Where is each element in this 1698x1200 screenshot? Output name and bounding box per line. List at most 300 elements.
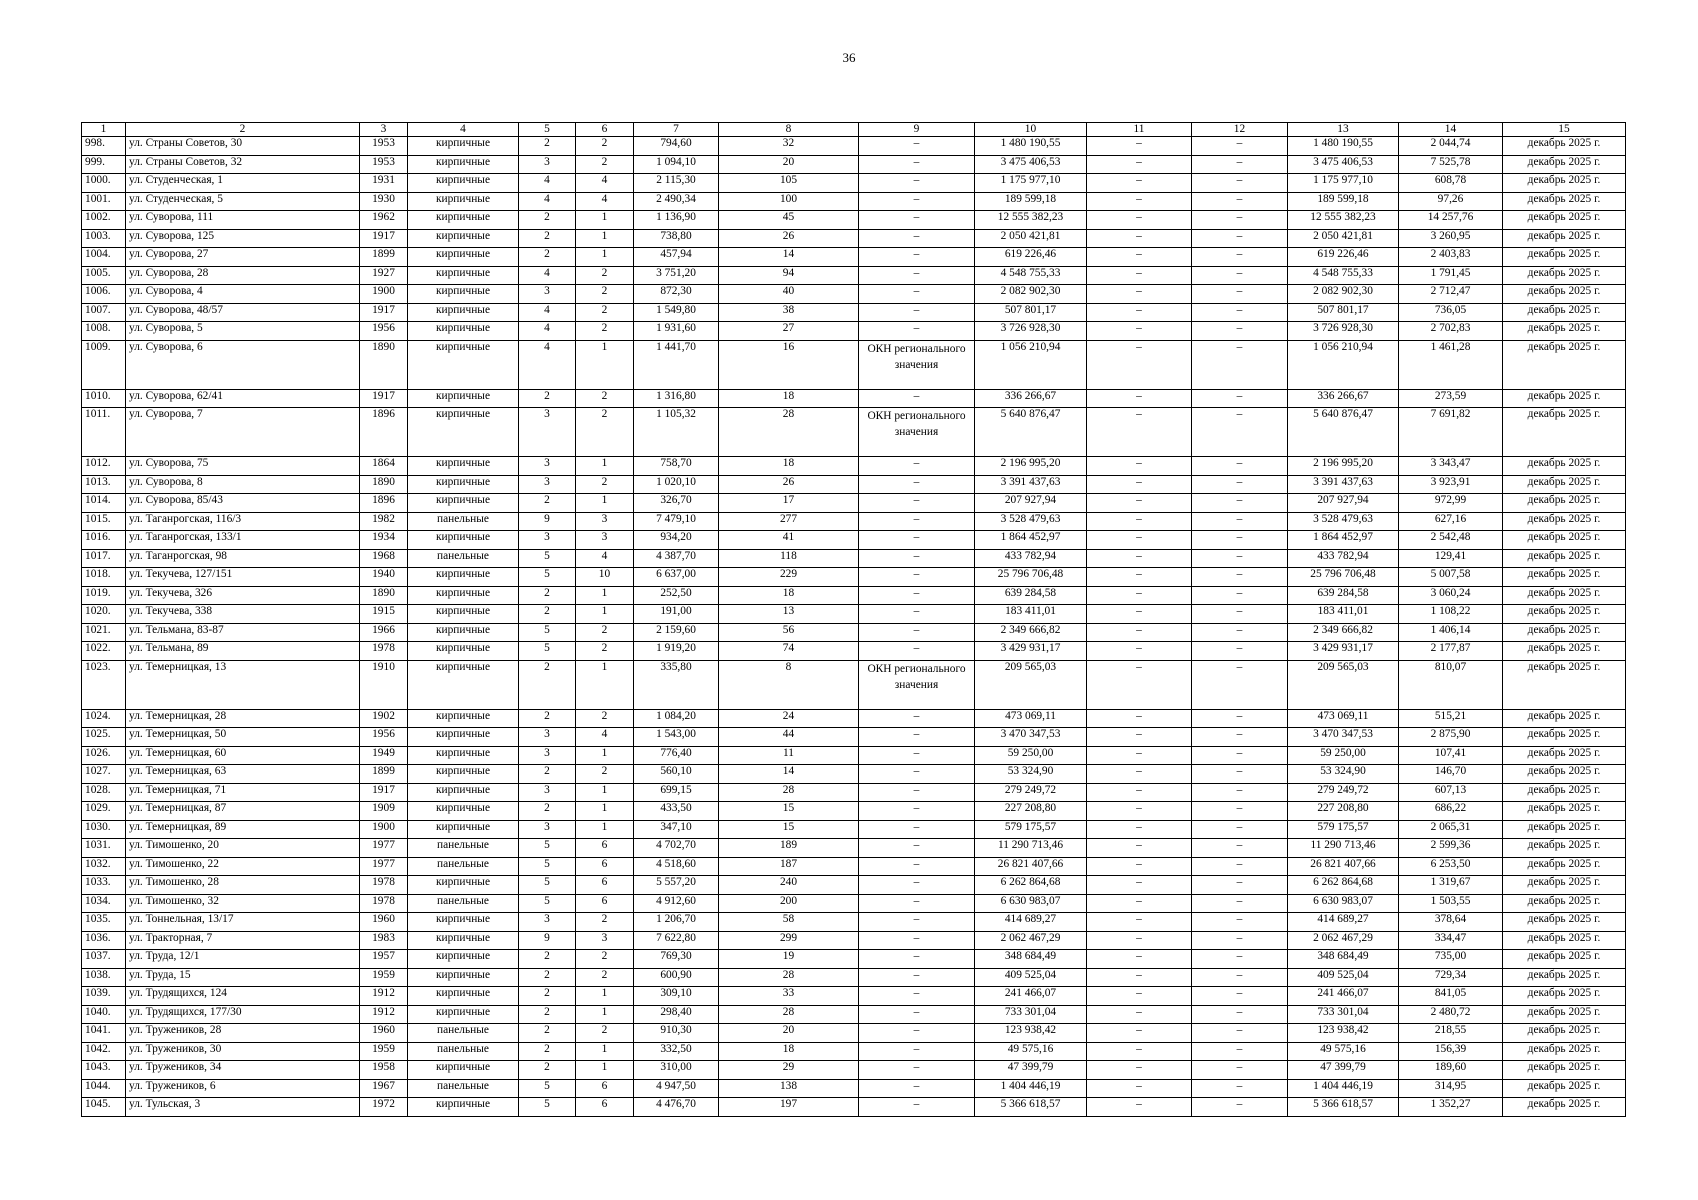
cell-row-number: 1012. <box>82 457 126 476</box>
cell-row-number: 1024. <box>82 709 126 728</box>
column-header: 5 <box>519 123 576 137</box>
cell-cost-per-sqm: 841,05 <box>1399 987 1503 1006</box>
cell-entrances: 1 <box>576 229 634 248</box>
cell-floors: 2 <box>519 586 576 605</box>
cell-cost-per-sqm: 972,99 <box>1399 494 1503 513</box>
cell-address: ул. Тружеников, 30 <box>126 1042 360 1061</box>
cell-col-11: – <box>1087 303 1192 322</box>
cell-row-number: 1035. <box>82 913 126 932</box>
cell-col-11: – <box>1087 457 1192 476</box>
cell-residents: 20 <box>719 1024 859 1043</box>
cell-cost-fund: 414 689,27 <box>1288 913 1399 932</box>
cell-row-number: 1044. <box>82 1079 126 1098</box>
cell-col-12: – <box>1192 950 1288 969</box>
cell-col-11: – <box>1087 894 1192 913</box>
table-row <box>82 765 1626 784</box>
cell-col-12: – <box>1192 746 1288 765</box>
cell-area: 4 947,50 <box>634 1079 719 1098</box>
cell-year-built: 1953 <box>360 137 408 156</box>
cell-wall-material: кирпичные <box>408 457 519 476</box>
cell-row-number: 1011. <box>82 408 126 457</box>
cell-residents: 27 <box>719 322 859 341</box>
cell-address: ул. Текучева, 127/151 <box>126 568 360 587</box>
cell-wall-material: кирпичные <box>408 211 519 230</box>
cell-deadline: декабрь 2025 г. <box>1503 839 1626 858</box>
cell-row-number: 999. <box>82 155 126 174</box>
cell-col-12: – <box>1192 340 1288 389</box>
cell-heritage-status: – <box>859 913 975 932</box>
cell-col-11: – <box>1087 174 1192 193</box>
cell-wall-material: кирпичные <box>408 174 519 193</box>
cell-residents: 94 <box>719 266 859 285</box>
cell-heritage-status: – <box>859 494 975 513</box>
cell-wall-material: панельные <box>408 512 519 531</box>
cell-floors: 3 <box>519 285 576 304</box>
table-row <box>82 820 1626 839</box>
cell-wall-material: кирпичные <box>408 642 519 661</box>
cell-col-12: – <box>1192 876 1288 895</box>
cell-cost-fund: 209 565,03 <box>1288 660 1399 709</box>
cell-cost-fund: 279 249,72 <box>1288 783 1399 802</box>
table-row <box>82 137 1626 156</box>
cell-cost-per-sqm: 97,26 <box>1399 192 1503 211</box>
cell-col-12: – <box>1192 605 1288 624</box>
cell-col-11: – <box>1087 512 1192 531</box>
cell-cost-fund: 6 630 983,07 <box>1288 894 1399 913</box>
cell-cost-per-sqm: 107,41 <box>1399 746 1503 765</box>
cell-wall-material: кирпичные <box>408 137 519 156</box>
cell-cost-per-sqm: 810,07 <box>1399 660 1503 709</box>
cell-residents: 28 <box>719 1005 859 1024</box>
cell-row-number: 1029. <box>82 802 126 821</box>
table-row <box>82 1005 1626 1024</box>
cell-deadline: декабрь 2025 г. <box>1503 340 1626 389</box>
cell-entrances: 1 <box>576 660 634 709</box>
cell-address: ул. Темерницкая, 87 <box>126 802 360 821</box>
cell-address: ул. Текучева, 326 <box>126 586 360 605</box>
cell-area: 758,70 <box>634 457 719 476</box>
cell-col-12: – <box>1192 457 1288 476</box>
cell-row-number: 1018. <box>82 568 126 587</box>
cell-cost-fund: 619 226,46 <box>1288 248 1399 267</box>
cell-address: ул. Тружеников, 28 <box>126 1024 360 1043</box>
cell-col-12: – <box>1192 728 1288 747</box>
cell-deadline: декабрь 2025 г. <box>1503 155 1626 174</box>
cell-deadline: декабрь 2025 г. <box>1503 586 1626 605</box>
column-header: 9 <box>859 123 975 137</box>
cell-year-built: 1978 <box>360 894 408 913</box>
cell-col-11: – <box>1087 389 1192 408</box>
cell-area: 4 518,60 <box>634 857 719 876</box>
cell-row-number: 1013. <box>82 475 126 494</box>
cell-address: ул. Темерницкая, 60 <box>126 746 360 765</box>
cell-residents: 11 <box>719 746 859 765</box>
cell-address: ул. Суворова, 75 <box>126 457 360 476</box>
cell-row-number: 1038. <box>82 968 126 987</box>
column-header: 4 <box>408 123 519 137</box>
cell-cost-per-sqm: 2 702,83 <box>1399 322 1503 341</box>
cell-wall-material: кирпичные <box>408 746 519 765</box>
cell-cost-per-sqm: 736,05 <box>1399 303 1503 322</box>
cell-year-built: 1960 <box>360 913 408 932</box>
cell-wall-material: кирпичные <box>408 266 519 285</box>
cell-area: 1 549,80 <box>634 303 719 322</box>
table-row <box>82 248 1626 267</box>
table-row <box>82 1098 1626 1117</box>
cell-cost-fund: 1 056 210,94 <box>1288 340 1399 389</box>
cell-entrances: 6 <box>576 1098 634 1117</box>
cell-entrances: 4 <box>576 192 634 211</box>
column-header: 2 <box>126 123 360 137</box>
cell-deadline: декабрь 2025 г. <box>1503 192 1626 211</box>
cell-deadline: декабрь 2025 г. <box>1503 709 1626 728</box>
table-row <box>82 531 1626 550</box>
cell-cost-per-sqm: 3 923,91 <box>1399 475 1503 494</box>
cell-cost-fund: 639 284,58 <box>1288 586 1399 605</box>
cell-deadline: декабрь 2025 г. <box>1503 248 1626 267</box>
cell-row-number: 1007. <box>82 303 126 322</box>
cell-year-built: 1967 <box>360 1079 408 1098</box>
cell-residents: 14 <box>719 765 859 784</box>
cell-col-11: – <box>1087 475 1192 494</box>
cell-cost-total: 2 050 421,81 <box>975 229 1087 248</box>
cell-residents: 13 <box>719 605 859 624</box>
column-header: 15 <box>1503 123 1626 137</box>
cell-cost-per-sqm: 129,41 <box>1399 549 1503 568</box>
cell-col-12: – <box>1192 568 1288 587</box>
cell-col-11: – <box>1087 1098 1192 1117</box>
table-row <box>82 340 1626 389</box>
cell-wall-material: кирпичные <box>408 586 519 605</box>
cell-cost-total: 3 391 437,63 <box>975 475 1087 494</box>
cell-address: ул. Тоннельная, 13/17 <box>126 913 360 932</box>
cell-residents: 105 <box>719 174 859 193</box>
cell-cost-fund: 2 349 666,82 <box>1288 623 1399 642</box>
cell-address: ул. Суворова, 125 <box>126 229 360 248</box>
cell-cost-per-sqm: 378,64 <box>1399 913 1503 932</box>
cell-year-built: 1982 <box>360 512 408 531</box>
cell-wall-material: кирпичные <box>408 876 519 895</box>
table-row <box>82 931 1626 950</box>
cell-address: ул. Труда, 15 <box>126 968 360 987</box>
cell-residents: 28 <box>719 408 859 457</box>
cell-col-11: – <box>1087 586 1192 605</box>
cell-address: ул. Темерницкая, 28 <box>126 709 360 728</box>
cell-entrances: 2 <box>576 642 634 661</box>
cell-heritage-status: – <box>859 1061 975 1080</box>
cell-cost-total: 348 684,49 <box>975 950 1087 969</box>
cell-entrances: 1 <box>576 802 634 821</box>
table-row <box>82 285 1626 304</box>
cell-residents: 41 <box>719 531 859 550</box>
cell-area: 1 543,00 <box>634 728 719 747</box>
cell-address: ул. Тульская, 3 <box>126 1098 360 1117</box>
cell-col-12: – <box>1192 211 1288 230</box>
cell-cost-fund: 3 429 931,17 <box>1288 642 1399 661</box>
column-header: 13 <box>1288 123 1399 137</box>
cell-wall-material: панельные <box>408 549 519 568</box>
cell-cost-total: 5 640 876,47 <box>975 408 1087 457</box>
table-row <box>82 211 1626 230</box>
cell-deadline: декабрь 2025 г. <box>1503 512 1626 531</box>
cell-heritage-status: ОКН регионального значения <box>859 340 975 389</box>
cell-address: ул. Темерницкая, 71 <box>126 783 360 802</box>
cell-col-11: – <box>1087 322 1192 341</box>
cell-col-12: – <box>1192 642 1288 661</box>
cell-residents: 15 <box>719 820 859 839</box>
cell-cost-total: 1 175 977,10 <box>975 174 1087 193</box>
cell-cost-per-sqm: 1 461,28 <box>1399 340 1503 389</box>
cell-entrances: 2 <box>576 709 634 728</box>
cell-wall-material: кирпичные <box>408 155 519 174</box>
cell-cost-fund: 47 399,79 <box>1288 1061 1399 1080</box>
table-row <box>82 968 1626 987</box>
cell-col-11: – <box>1087 876 1192 895</box>
cell-row-number: 1021. <box>82 623 126 642</box>
cell-floors: 2 <box>519 137 576 156</box>
cell-entrances: 1 <box>576 987 634 1006</box>
cell-deadline: декабрь 2025 г. <box>1503 568 1626 587</box>
cell-entrances: 2 <box>576 623 634 642</box>
page-number: 36 <box>842 50 856 65</box>
table-row <box>82 802 1626 821</box>
cell-residents: 28 <box>719 968 859 987</box>
cell-heritage-status: – <box>859 1024 975 1043</box>
cell-col-12: – <box>1192 857 1288 876</box>
cell-floors: 2 <box>519 1061 576 1080</box>
cell-cost-fund: 183 411,01 <box>1288 605 1399 624</box>
cell-cost-fund: 3 475 406,53 <box>1288 155 1399 174</box>
cell-heritage-status: – <box>859 1079 975 1098</box>
cell-row-number: 1000. <box>82 174 126 193</box>
cell-deadline: декабрь 2025 г. <box>1503 1024 1626 1043</box>
cell-cost-total: 336 266,67 <box>975 389 1087 408</box>
cell-residents: 28 <box>719 783 859 802</box>
cell-cost-fund: 5 640 876,47 <box>1288 408 1399 457</box>
cell-entrances: 2 <box>576 389 634 408</box>
cell-row-number: 1025. <box>82 728 126 747</box>
cell-cost-per-sqm: 1 319,67 <box>1399 876 1503 895</box>
cell-cost-fund: 25 796 706,48 <box>1288 568 1399 587</box>
cell-entrances: 1 <box>576 820 634 839</box>
table-row <box>82 155 1626 174</box>
cell-row-number: 1043. <box>82 1061 126 1080</box>
column-header: 12 <box>1192 123 1288 137</box>
cell-deadline: декабрь 2025 г. <box>1503 950 1626 969</box>
cell-year-built: 1864 <box>360 457 408 476</box>
cell-entrances: 1 <box>576 746 634 765</box>
cell-cost-per-sqm: 14 257,76 <box>1399 211 1503 230</box>
cell-col-12: – <box>1192 531 1288 550</box>
cell-cost-per-sqm: 6 253,50 <box>1399 857 1503 876</box>
cell-cost-fund: 4 548 755,33 <box>1288 266 1399 285</box>
cell-cost-total: 733 301,04 <box>975 1005 1087 1024</box>
cell-year-built: 1890 <box>360 340 408 389</box>
cell-residents: 18 <box>719 1042 859 1061</box>
cell-col-11: – <box>1087 968 1192 987</box>
cell-heritage-status: – <box>859 322 975 341</box>
cell-area: 794,60 <box>634 137 719 156</box>
cell-cost-total: 409 525,04 <box>975 968 1087 987</box>
column-header: 6 <box>576 123 634 137</box>
table-row <box>82 728 1626 747</box>
cell-cost-fund: 2 062 467,29 <box>1288 931 1399 950</box>
cell-floors: 3 <box>519 475 576 494</box>
cell-entrances: 2 <box>576 266 634 285</box>
cell-address: ул. Тимошенко, 32 <box>126 894 360 913</box>
cell-entrances: 2 <box>576 137 634 156</box>
cell-area: 1 919,20 <box>634 642 719 661</box>
cell-area: 332,50 <box>634 1042 719 1061</box>
cell-row-number: 1004. <box>82 248 126 267</box>
cell-area: 560,10 <box>634 765 719 784</box>
cell-wall-material: кирпичные <box>408 783 519 802</box>
column-header: 7 <box>634 123 719 137</box>
cell-col-12: – <box>1192 623 1288 642</box>
cell-cost-total: 6 630 983,07 <box>975 894 1087 913</box>
cell-cost-total: 12 555 382,23 <box>975 211 1087 230</box>
cell-deadline: декабрь 2025 г. <box>1503 876 1626 895</box>
cell-col-12: – <box>1192 266 1288 285</box>
cell-col-12: – <box>1192 1005 1288 1024</box>
cell-heritage-status: – <box>859 746 975 765</box>
cell-year-built: 1930 <box>360 192 408 211</box>
cell-cost-per-sqm: 2 177,87 <box>1399 642 1503 661</box>
cell-wall-material: кирпичные <box>408 913 519 932</box>
cell-heritage-status: – <box>859 1005 975 1024</box>
cell-row-number: 1003. <box>82 229 126 248</box>
cell-cost-total: 279 249,72 <box>975 783 1087 802</box>
cell-entrances: 6 <box>576 1079 634 1098</box>
cell-area: 1 931,60 <box>634 322 719 341</box>
cell-deadline: декабрь 2025 г. <box>1503 211 1626 230</box>
cell-floors: 5 <box>519 623 576 642</box>
cell-cost-per-sqm: 2 065,31 <box>1399 820 1503 839</box>
table-row <box>82 913 1626 932</box>
cell-residents: 29 <box>719 1061 859 1080</box>
cell-residents: 189 <box>719 839 859 858</box>
column-header: 10 <box>975 123 1087 137</box>
cell-col-12: – <box>1192 783 1288 802</box>
cell-cost-fund: 336 266,67 <box>1288 389 1399 408</box>
cell-floors: 2 <box>519 709 576 728</box>
cell-cost-fund: 6 262 864,68 <box>1288 876 1399 895</box>
cell-col-12: – <box>1192 894 1288 913</box>
cell-heritage-status: – <box>859 174 975 193</box>
cell-area: 326,70 <box>634 494 719 513</box>
cell-cost-fund: 2 196 995,20 <box>1288 457 1399 476</box>
cell-row-number: 1036. <box>82 931 126 950</box>
cell-entrances: 3 <box>576 531 634 550</box>
cell-area: 699,15 <box>634 783 719 802</box>
cell-floors: 3 <box>519 820 576 839</box>
cell-deadline: декабрь 2025 г. <box>1503 642 1626 661</box>
cell-col-11: – <box>1087 266 1192 285</box>
cell-heritage-status: – <box>859 987 975 1006</box>
cell-floors: 3 <box>519 783 576 802</box>
cell-wall-material: кирпичные <box>408 709 519 728</box>
cell-heritage-status: – <box>859 512 975 531</box>
cell-cost-per-sqm: 2 044,74 <box>1399 137 1503 156</box>
cell-year-built: 1896 <box>360 494 408 513</box>
cell-floors: 2 <box>519 389 576 408</box>
cell-floors: 5 <box>519 839 576 858</box>
cell-cost-total: 1 056 210,94 <box>975 340 1087 389</box>
cell-floors: 2 <box>519 1042 576 1061</box>
cell-cost-per-sqm: 627,16 <box>1399 512 1503 531</box>
cell-wall-material: кирпичные <box>408 303 519 322</box>
cell-address: ул. Студенческая, 1 <box>126 174 360 193</box>
cell-floors: 9 <box>519 512 576 531</box>
cell-address: ул. Тельмана, 83-87 <box>126 623 360 642</box>
cell-deadline: декабрь 2025 г. <box>1503 1042 1626 1061</box>
cell-cost-per-sqm: 2 599,36 <box>1399 839 1503 858</box>
cell-area: 1 136,90 <box>634 211 719 230</box>
cell-row-number: 1023. <box>82 660 126 709</box>
cell-heritage-status: – <box>859 765 975 784</box>
cell-residents: 19 <box>719 950 859 969</box>
cell-residents: 299 <box>719 931 859 950</box>
cell-area: 776,40 <box>634 746 719 765</box>
table-row <box>82 266 1626 285</box>
cell-floors: 5 <box>519 1079 576 1098</box>
cell-deadline: декабрь 2025 г. <box>1503 728 1626 747</box>
cell-row-number: 1037. <box>82 950 126 969</box>
cell-entrances: 2 <box>576 155 634 174</box>
cell-heritage-status: – <box>859 709 975 728</box>
cell-heritage-status: – <box>859 839 975 858</box>
cell-wall-material: кирпичные <box>408 531 519 550</box>
cell-row-number: 1042. <box>82 1042 126 1061</box>
cell-floors: 3 <box>519 913 576 932</box>
cell-cost-fund: 26 821 407,66 <box>1288 857 1399 876</box>
cell-address: ул. Студенческая, 5 <box>126 192 360 211</box>
table-row <box>82 839 1626 858</box>
cell-heritage-status: – <box>859 968 975 987</box>
cell-address: ул. Суворова, 62/41 <box>126 389 360 408</box>
cell-entrances: 2 <box>576 408 634 457</box>
cell-deadline: декабрь 2025 г. <box>1503 913 1626 932</box>
cell-cost-total: 241 466,07 <box>975 987 1087 1006</box>
cell-row-number: 1031. <box>82 839 126 858</box>
cell-address: ул. Трудящихся, 124 <box>126 987 360 1006</box>
cell-floors: 2 <box>519 1024 576 1043</box>
cell-entrances: 2 <box>576 968 634 987</box>
cell-deadline: декабрь 2025 г. <box>1503 475 1626 494</box>
cell-wall-material: кирпичные <box>408 605 519 624</box>
table-row <box>82 494 1626 513</box>
cell-wall-material: кирпичные <box>408 192 519 211</box>
cell-wall-material: кирпичные <box>408 802 519 821</box>
cell-wall-material: панельные <box>408 1079 519 1098</box>
cell-row-number: 1030. <box>82 820 126 839</box>
cell-residents: 15 <box>719 802 859 821</box>
cell-year-built: 1910 <box>360 660 408 709</box>
cell-entrances: 2 <box>576 322 634 341</box>
cell-address: ул. Тракторная, 7 <box>126 931 360 950</box>
cell-col-12: – <box>1192 248 1288 267</box>
cell-wall-material: кирпичные <box>408 389 519 408</box>
cell-cost-total: 49 575,16 <box>975 1042 1087 1061</box>
cell-area: 433,50 <box>634 802 719 821</box>
cell-wall-material: кирпичные <box>408 568 519 587</box>
cell-area: 1 105,32 <box>634 408 719 457</box>
cell-area: 6 637,00 <box>634 568 719 587</box>
cell-cost-fund: 2 050 421,81 <box>1288 229 1399 248</box>
cell-wall-material: кирпичные <box>408 931 519 950</box>
cell-area: 5 557,20 <box>634 876 719 895</box>
cell-deadline: декабрь 2025 г. <box>1503 549 1626 568</box>
